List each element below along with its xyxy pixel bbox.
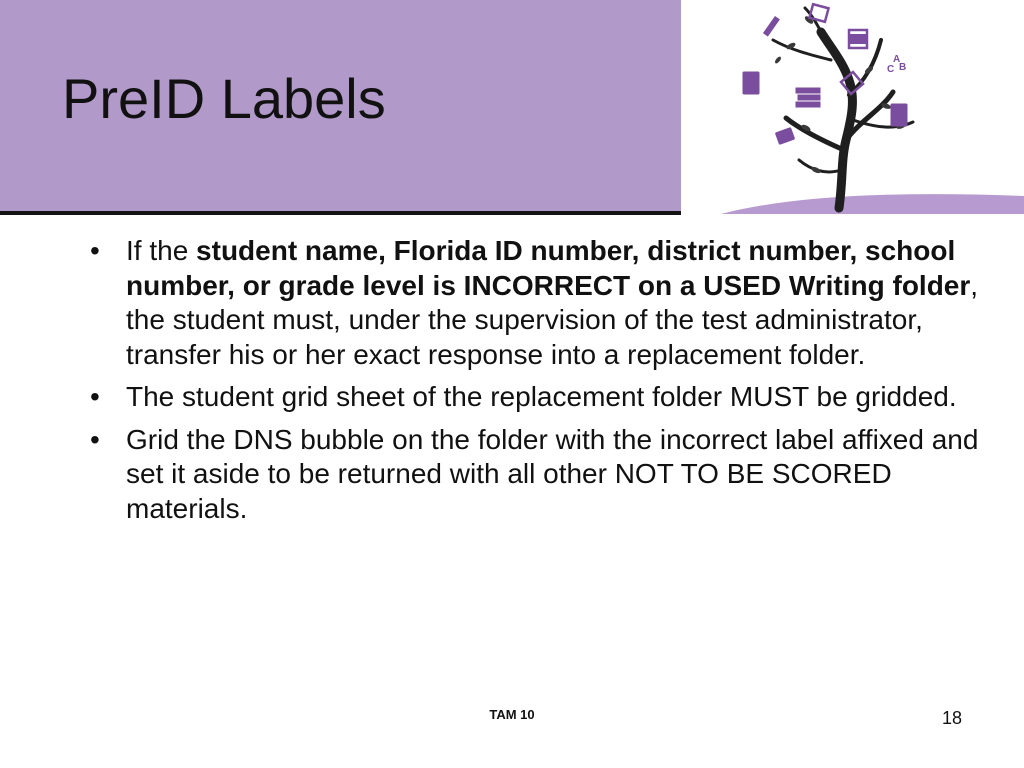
footer-label: TAM 10	[489, 707, 535, 722]
page-number: 18	[941, 708, 962, 728]
bullet-list	[90, 234, 980, 534]
bullet-text-rest: , the student must, under the supervision of the test administrator, transfer his or her exact response into a replacement folder.	[126, 269, 979, 370]
bullet-text: The student grid sheet of the replacement folder MUST be gridded.	[126, 381, 957, 412]
bullet-item-grid-sheet	[90, 380, 980, 415]
tree-logo	[681, 0, 1024, 214]
logo-letter-b: B	[899, 62, 907, 73]
bullet-text-lead: If the	[126, 235, 197, 266]
bullet-text-emphasis: student name, Florida ID number, district number, school number, or grade level is INCORRECT on a USED Writing folder	[126, 235, 971, 301]
bullet-icon: •	[90, 235, 100, 266]
bullet-text: Grid the DNS bubble on the folder with the incorrect label affixed and set it aside to be returned with all other NOT TO BE SCORED materials.	[126, 423, 979, 524]
bullet-item-incorrect-label	[90, 234, 980, 372]
bullet-icon: •	[90, 381, 100, 412]
slide-title: PreID Labels	[62, 67, 386, 130]
title-band	[0, 0, 681, 211]
bullet-icon: •	[90, 423, 100, 455]
bullet-item-dns-bubble	[90, 423, 980, 527]
logo-letter-c: C	[887, 64, 895, 75]
title-divider	[0, 211, 681, 215]
tree-books-logo-icon	[681, 0, 1024, 214]
logo-letter-a: A	[893, 54, 901, 65]
